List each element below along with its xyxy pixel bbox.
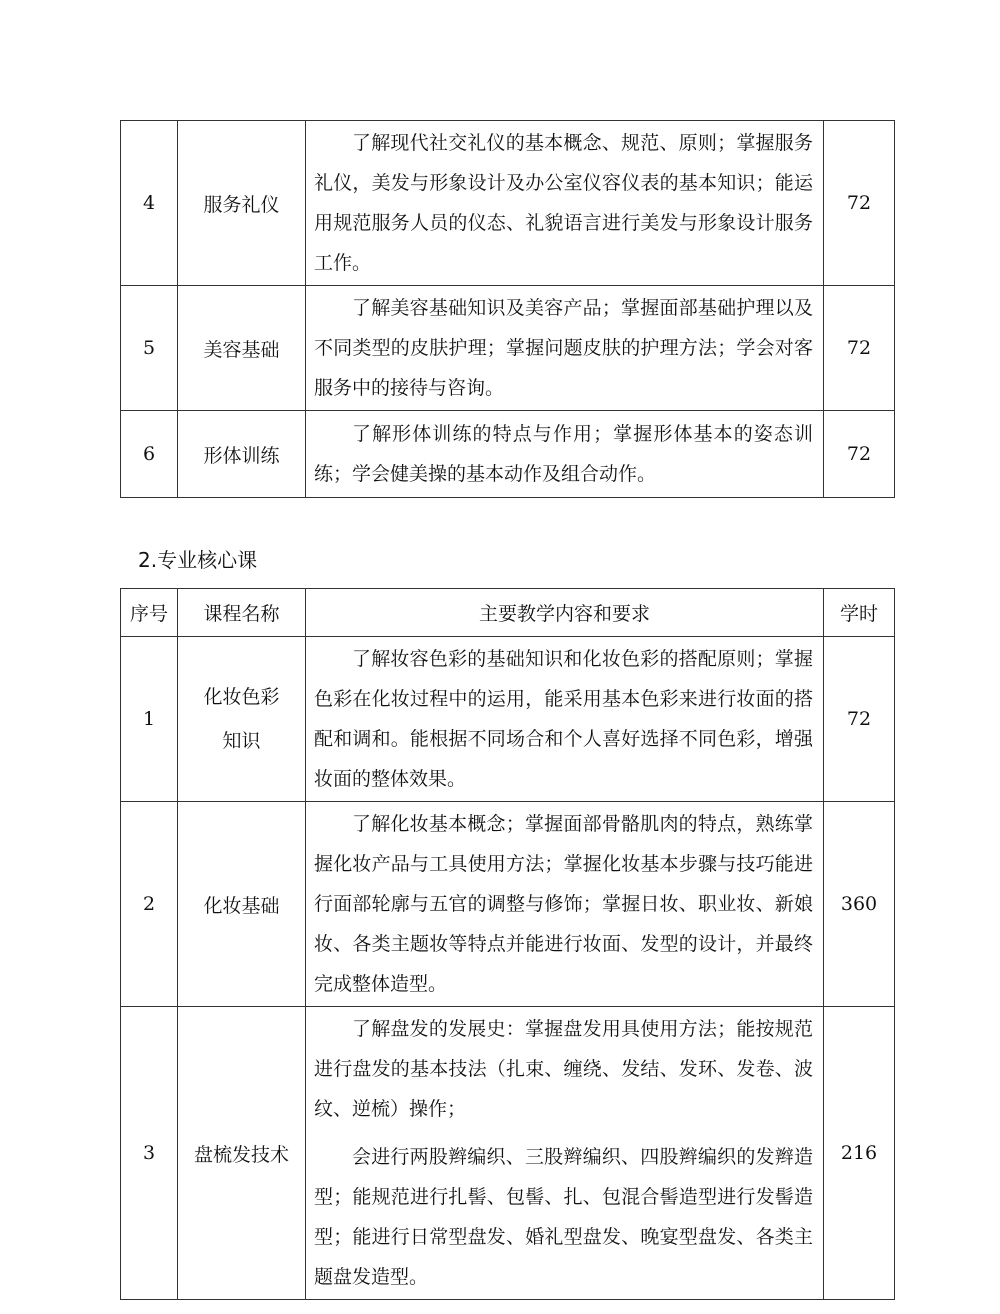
section-title: 2.专业核心课 — [138, 548, 258, 572]
row-number: 2 — [121, 802, 178, 1007]
course-content — [306, 121, 824, 286]
course-name: 服务礼仪 — [178, 121, 306, 286]
course-content — [306, 802, 824, 1007]
table-row — [121, 802, 895, 1007]
course-hours: 72 — [824, 286, 895, 411]
table-row — [121, 637, 895, 802]
header-hours: 学时 — [824, 589, 895, 637]
row-number: 5 — [121, 286, 178, 411]
course-name-text: 化妆色彩知识 — [203, 686, 280, 752]
content-paragraph: 了解美容基础知识及美容产品；掌握面部基础护理以及不同类型的皮肤护理；掌握问题皮肤的护理方法；学会对客服务中的接待与咨询。 — [314, 297, 813, 399]
course-hours: 72 — [824, 121, 895, 286]
course-name: 形体训练 — [178, 411, 306, 498]
content-paragraph: 了解妆容色彩的基础知识和化妆色彩的搭配原则；掌握色彩在化妆过程中的运用，能采用基本色彩来进行妆面的搭配和调和。能根据不同场合和个人喜好选择不同色彩，增强妆面的整体效果。 — [314, 648, 813, 790]
row-number: 1 — [121, 637, 178, 802]
row-number: 6 — [121, 411, 178, 498]
course-content — [306, 411, 824, 498]
course-name: 化妆基础 — [178, 802, 306, 1007]
course-hours: 360 — [824, 802, 895, 1007]
course-table-continued — [120, 120, 895, 498]
course-hours: 216 — [824, 1007, 895, 1300]
table-row — [121, 121, 895, 286]
course-name: 美容基础 — [178, 286, 306, 411]
table-row — [121, 411, 895, 498]
course-name: 盘梳发技术 — [178, 1007, 306, 1300]
content-paragraph: 了解盘发的发展史：掌握盘发用具使用方法；能按规范进行盘发的基本技法（扎束、缠绕、发结、发环、发卷、波纹、逆梳）操作； — [314, 1018, 813, 1120]
row-number: 3 — [121, 1007, 178, 1300]
header-name: 课程名称 — [178, 589, 306, 637]
course-content — [306, 637, 824, 802]
table-row — [121, 286, 895, 411]
course-name — [178, 637, 306, 802]
content-paragraph: 了解形体训练的特点与作用；掌握形体基本的姿态训练；学会健美操的基本动作及组合动作。 — [314, 423, 813, 485]
table-row — [121, 1007, 895, 1300]
header-content: 主要教学内容和要求 — [306, 589, 824, 637]
course-hours: 72 — [824, 637, 895, 802]
course-content — [306, 286, 824, 411]
core-course-table — [120, 588, 895, 1300]
content-paragraph: 会进行两股辫编织、三股辫编织、四股辫编织的发辫造型；能规范进行扎髻、包髻、扎、包混合髻造型进行发髻造型；能进行日常型盘发、婚礼型盘发、晚宴型盘发、各类主题盘发造型。 — [314, 1146, 813, 1288]
content-paragraph: 了解现代社交礼仪的基本概念、规范、原则；掌握服务礼仪，美发与形象设计及办公室仪容仪表的基本知识；能运用规范服务人员的仪态、礼貌语言进行美发与形象设计服务工作。 — [314, 132, 813, 274]
table-header-row — [121, 589, 895, 637]
course-hours: 72 — [824, 411, 895, 498]
content-paragraph: 了解化妆基本概念；掌握面部骨骼肌肉的特点，熟练掌握化妆产品与工具使用方法；掌握化妆基本步骤与技巧能进行面部轮廓与五官的调整与修饰；掌握日妆、职业妆、新娘妆、各类主题妆等特点并能进行妆面、发型的设计，并最终完成整体造型。 — [314, 813, 813, 995]
header-no: 序号 — [121, 589, 178, 637]
row-number: 4 — [121, 121, 178, 286]
course-content — [306, 1007, 824, 1300]
